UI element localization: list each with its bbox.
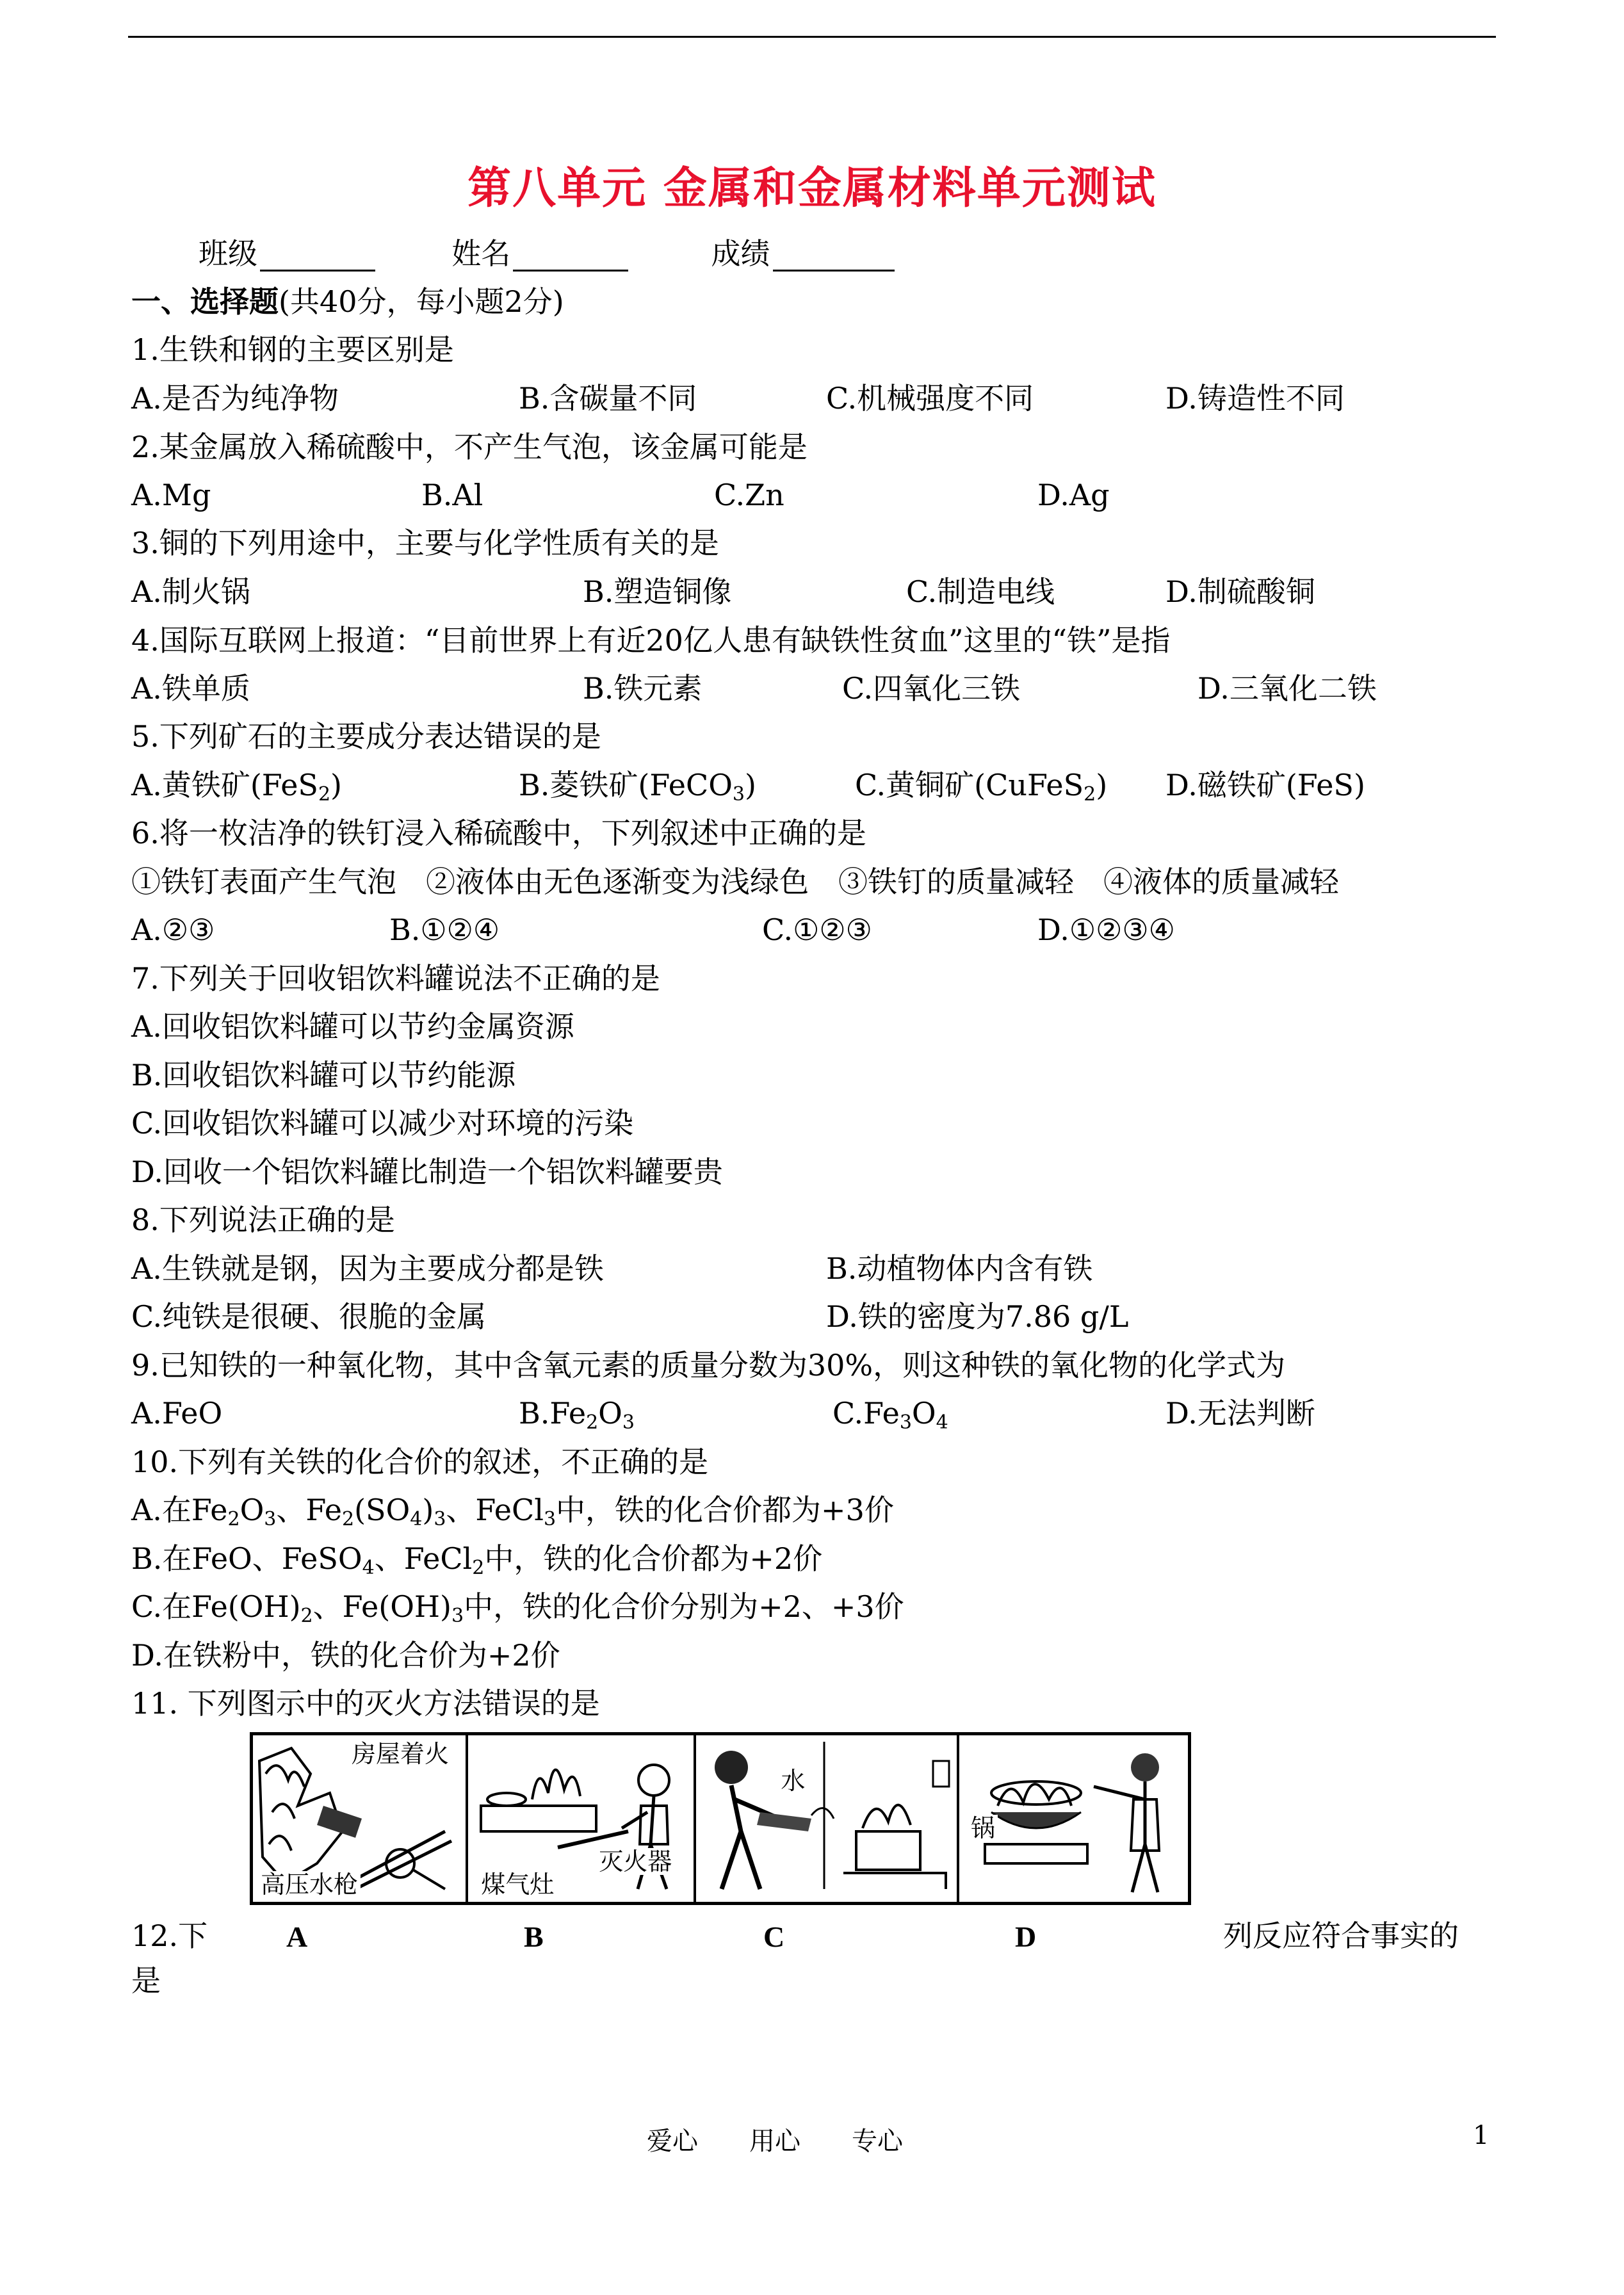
q7-stem: 7.下列关于回收铝饮料罐说法不正确的是 — [131, 961, 660, 996]
q6-option-c: C.①②③ — [762, 912, 872, 947]
tv-fire-drawing — [696, 1735, 959, 1902]
gas-stove-label: 煤气灶 — [478, 1871, 556, 1898]
q12-start: 12.下 — [131, 1918, 208, 1953]
q4-option-b: B.铁元素 — [583, 671, 702, 706]
q7-option-b: B.回收铝饮料罐可以节约能源 — [131, 1058, 516, 1092]
section-note: (共40分，每小题2分) — [279, 284, 564, 319]
q2-option-b: B.Al — [421, 478, 483, 512]
q10-stem: 10.下列有关铁的化合价的叙述，不正确的是 — [131, 1445, 709, 1479]
page-title: 第八单元 金属和金属材料单元测试 — [467, 163, 1157, 214]
q7-option-d: D.回收一个铝饮料罐比制造一个铝饮料罐要贵 — [131, 1155, 723, 1189]
q9-option-c: $C.Fe_3O_4$ — [832, 1396, 948, 1434]
score-label: 成绩 — [711, 236, 770, 271]
q8-stem: 8.下列说法正确的是 — [131, 1203, 395, 1237]
q9-option-b: $B.Fe_2O_3$ — [519, 1396, 635, 1434]
q7-option-c: C.回收铝饮料罐可以减少对环境的污染 — [131, 1106, 634, 1140]
q1-option-a: A.是否为纯净物 — [131, 381, 339, 416]
figure-option-c: C — [763, 1920, 785, 1953]
water-gun-label: 高压水枪 — [258, 1871, 361, 1898]
q6-statements: ①铁钉表面产生气泡 ②液体由无色逐渐变为浅绿色 ③铁钉的质量减轻 ④液体的质量减轻 — [131, 864, 1339, 899]
footer-motto: 爱心 用心 专心 — [647, 2127, 903, 2156]
q7-option-a: A.回收铝饮料罐可以节约金属资源 — [131, 1009, 574, 1044]
q9-stem: 9.已知铁的一种氧化物，其中含氧元素的质量分数为30%，则这种铁的氧化物的化学式为 — [131, 1348, 1286, 1383]
q6-stem: 6.将一枚洁净的铁钉浸入稀硫酸中，下列叙述中正确的是 — [131, 816, 866, 850]
header-rule — [128, 36, 1496, 38]
class-blank[interactable] — [260, 241, 375, 272]
q2-option-a: A.Mg — [131, 478, 211, 512]
pot-label: 锅 — [968, 1815, 998, 1842]
student-info-row — [199, 236, 895, 272]
q9-option-d: D.无法判断 — [1165, 1396, 1315, 1431]
q10-option-a: A.在$Fe_2O_3$、$Fe_2(SO_4)_3$、FeCl$_3$中，铁的化合价都为+3价 — [131, 1493, 894, 1530]
q3-option-d: D.制硫酸铜 — [1165, 574, 1315, 609]
q2-option-c: C.Zn — [714, 478, 784, 512]
q1-option-c: C.机械强度不同 — [826, 381, 1034, 416]
class-label: 班级 — [199, 236, 257, 271]
fire-fighting-figure — [250, 1732, 1191, 1905]
figure-option-a: A — [286, 1920, 308, 1953]
name-blank[interactable] — [513, 241, 628, 272]
q4-option-d: D.三氧化二铁 — [1198, 671, 1377, 706]
q3-option-a: A.制火锅 — [131, 574, 250, 609]
figure-option-d: D — [1015, 1920, 1037, 1953]
figure-panel-b — [468, 1735, 696, 1902]
q8-option-b: B.动植物体内含有铁 — [826, 1251, 1093, 1286]
q4-option-a: A.铁单质 — [131, 671, 250, 706]
q8-option-c: C.纯铁是很硬、很脆的金属 — [131, 1299, 487, 1334]
score-blank[interactable] — [773, 241, 895, 272]
q6-option-a: A.②③ — [131, 912, 215, 947]
figure-panel-d — [959, 1735, 1188, 1902]
q5-option-c: C.黄铜矿(CuFeS$_2$) — [855, 768, 1108, 806]
q9-option-a: A.FeO — [131, 1396, 223, 1431]
q12-continuation: 列反应符合事实的 — [1223, 1918, 1459, 1953]
q1-stem: 1.生铁和钢的主要区别是 — [131, 332, 454, 367]
q12-end: 是 — [131, 1963, 161, 1998]
figure-option-b: B — [524, 1920, 544, 1953]
q1-option-b: B.含碳量不同 — [519, 381, 697, 416]
q3-stem: 3.铜的下列用途中，主要与化学性质有关的是 — [131, 526, 719, 560]
q10-option-c: C.在$Fe(OH)_2$、$Fe(OH)_3$中，铁的化合价分别为+2、+3价 — [131, 1589, 904, 1627]
page-number: 1 — [1473, 2121, 1490, 2150]
q10-option-d: D.在铁粉中，铁的化合价为+2价 — [131, 1638, 560, 1673]
figure-panel-c — [696, 1735, 959, 1902]
q2-option-d: D.Ag — [1037, 478, 1110, 512]
figure-panel-a — [253, 1735, 468, 1902]
q8-option-a: A.生铁就是钢，因为主要成分都是铁 — [131, 1251, 604, 1286]
q5-option-d: D.磁铁矿(FeS) — [1165, 768, 1365, 802]
q1-option-d: D.铸造性不同 — [1165, 381, 1345, 416]
house-fire-label: 房屋着火 — [349, 1740, 451, 1767]
q5-option-b: B.菱铁矿(FeCO$_3$) — [519, 768, 756, 806]
q5-option-a: A.黄铁矿(FeS$_2$) — [131, 768, 342, 806]
q5-stem: 5.下列矿石的主要成分表达错误的是 — [131, 719, 601, 754]
q3-option-c: C.制造电线 — [906, 574, 1055, 609]
water-label: 水 — [778, 1767, 808, 1794]
section-heading — [131, 284, 564, 320]
q3-option-b: B.塑造铜像 — [583, 574, 732, 609]
extinguisher-label: 灭火器 — [596, 1848, 674, 1875]
q10-option-b: B.在FeO、FeSO$_4$、FeCl$_2$中，铁的化合价都为+2价 — [131, 1541, 823, 1579]
name-label: 姓名 — [451, 236, 511, 271]
q6-option-b: B.①②④ — [389, 912, 500, 947]
section-title: 一、选择题 — [131, 284, 279, 319]
q8-option-d: D.铁的密度为7.86 g/L — [826, 1299, 1129, 1334]
q2-stem: 2.某金属放入稀硫酸中，不产生气泡，该金属可能是 — [131, 430, 808, 464]
q4-option-c: C.四氧化三铁 — [842, 671, 1021, 706]
q4-stem: 4.国际互联网上报道：“目前世界上有近20亿人患有缺铁性贫血”这里的“铁”是指 — [131, 623, 1171, 658]
q11-stem: 11. 下列图示中的灭火方法错误的是 — [131, 1686, 600, 1721]
q6-option-d: D.①②③④ — [1037, 912, 1175, 947]
